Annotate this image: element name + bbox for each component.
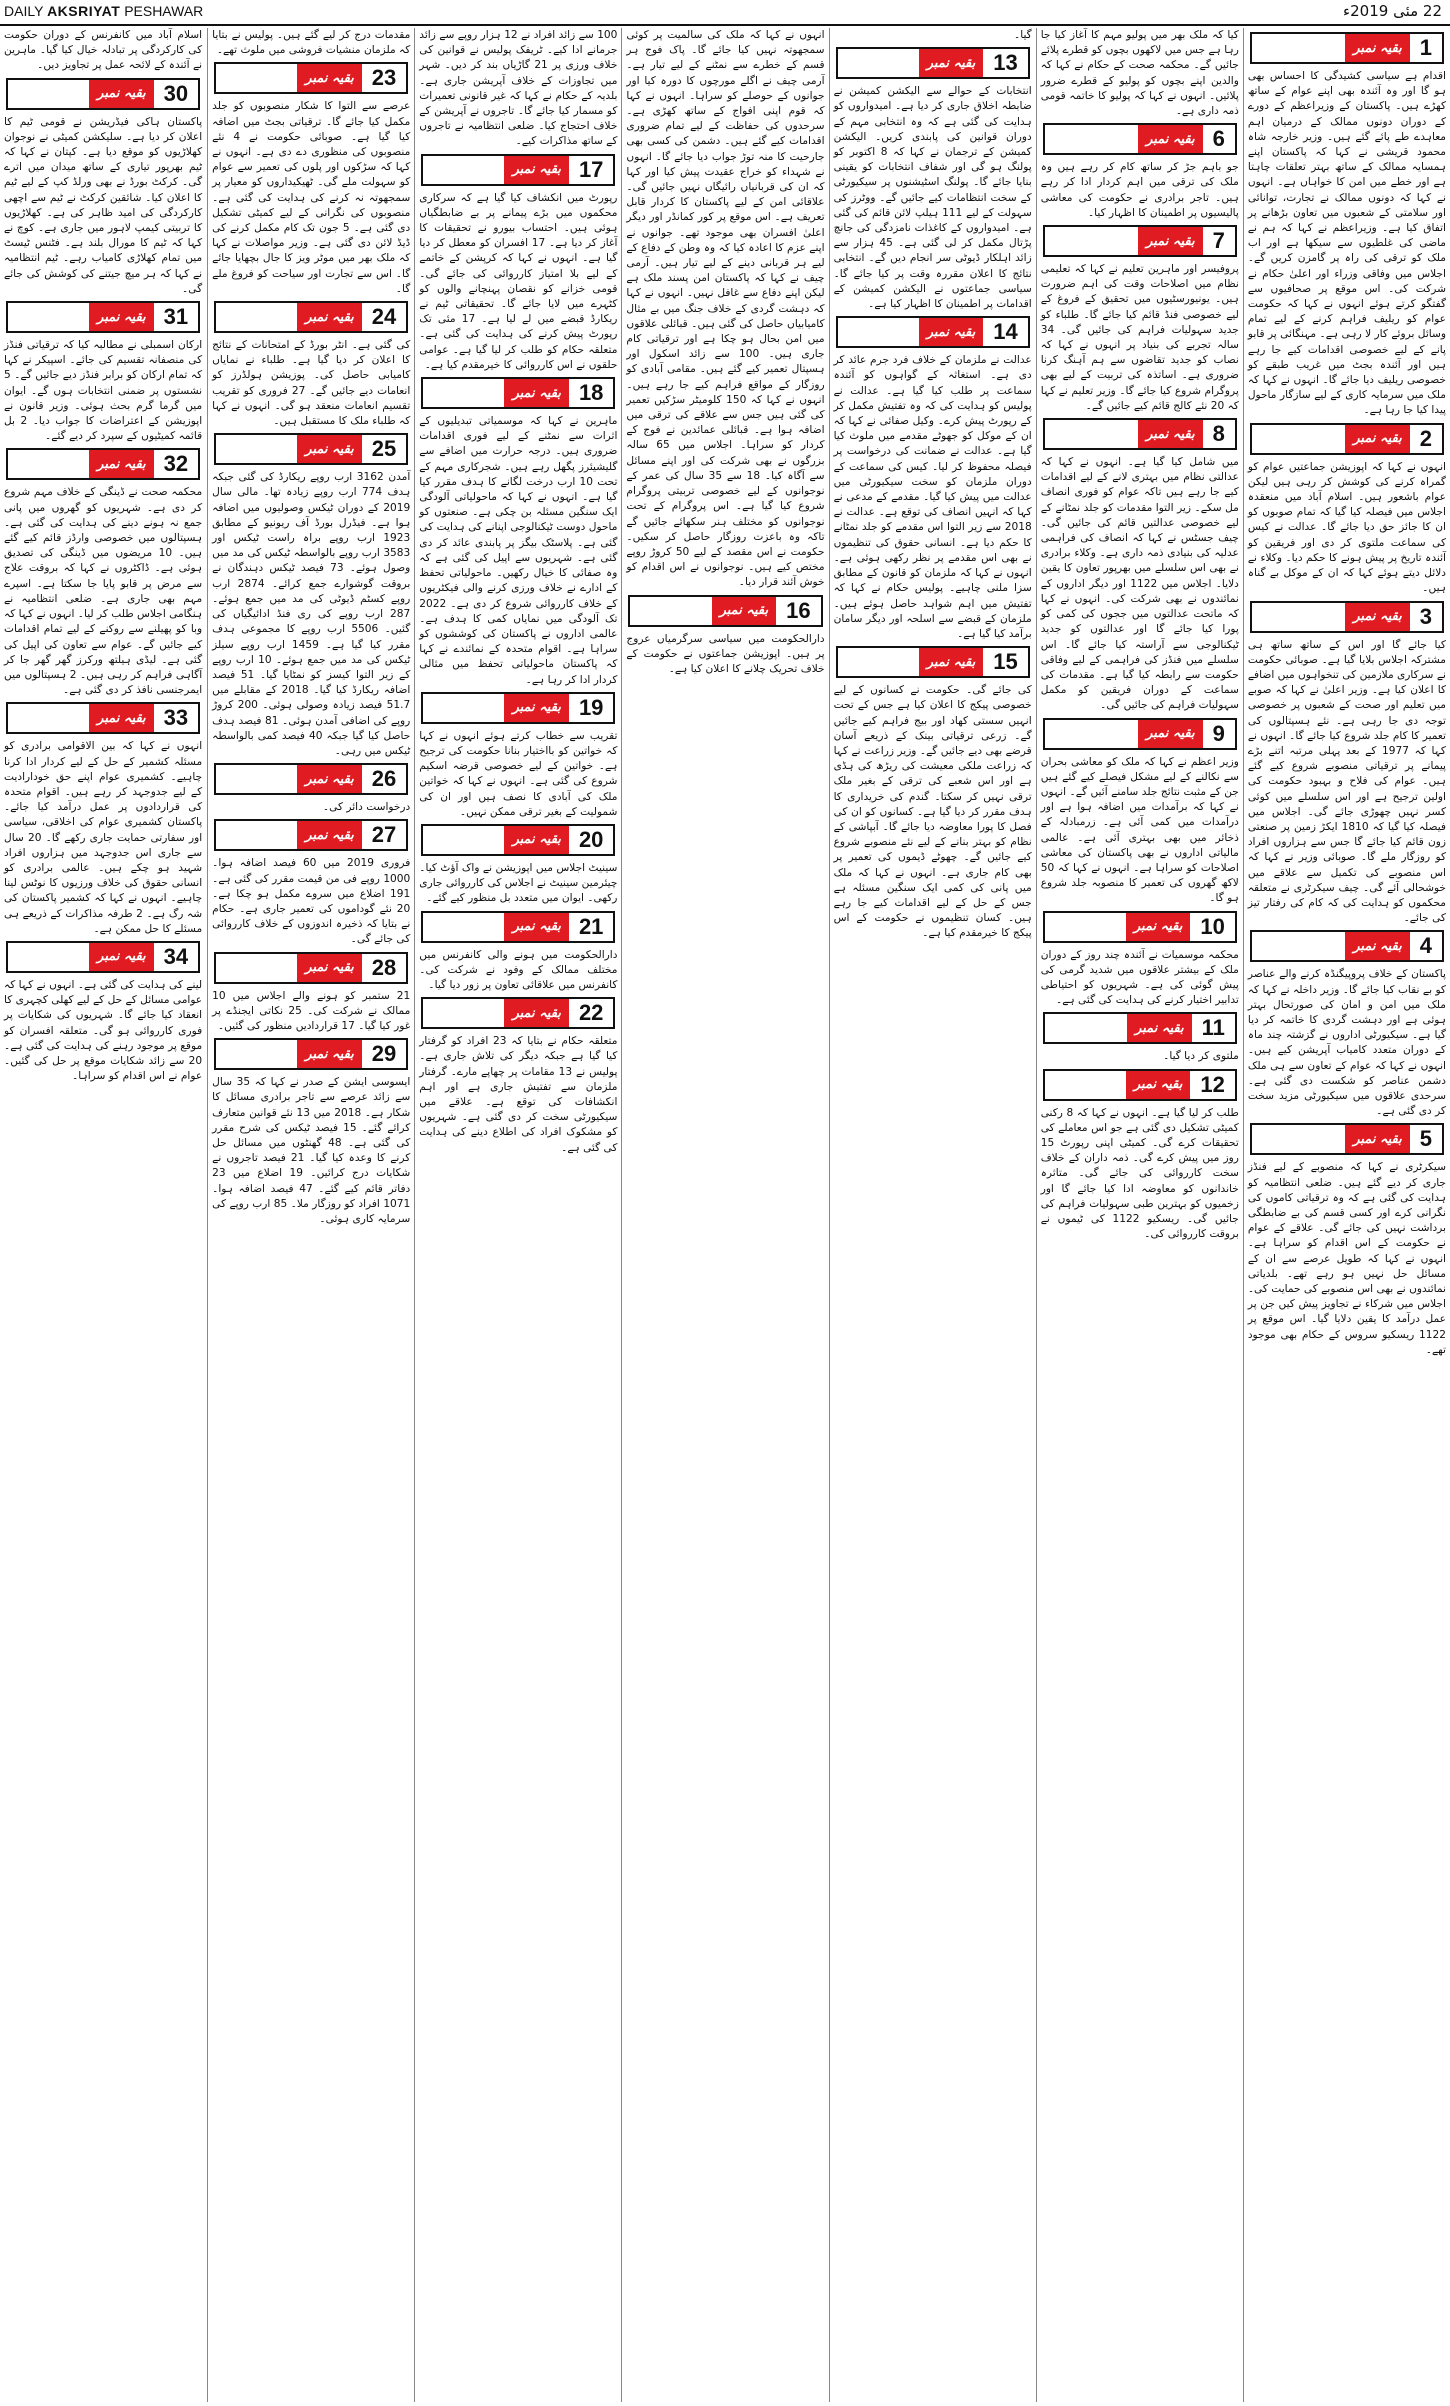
article-text: پاکستان کے خلاف پروپیگنڈہ کرنے والے عناصر کو بے نقاب کیا جائے گا۔ وزیر داخلہ نے کہا کہ ملک میں امن و امان کی صورتحال بہتر ہوئی ہے اور دہشت گردی کا خاتمہ کر دیا گیا ہے۔ سیکیورٹی اداروں نے گزشتہ چند ماہ کے دوران متعدد کامیاب آپریشن کیے ہیں۔ انہوں نے کہا کہ عوام کے تعاون سے ہی ملک دشمن عناصر کو شکست دی گئی ہے۔ سرحدی علاقوں میں سیکیورٹی مزید سخت کر دی گئی ہے۔ <box>1247 968 1446 1118</box>
continuation-label: بقیہ نمبر <box>504 826 569 854</box>
continuation-label: بقیہ نمبر <box>712 597 777 625</box>
continuation-number: 3 <box>1410 603 1442 631</box>
article-text: ایسوسی ایشن کے صدر نے کہا کہ 35 سال سے زائد عرصے سے تاجر برادری مسائل کا شکار ہے۔ 2018 میں 13 نئے قوانین متعارف کرائے گئے۔ 15 فیصد ٹیکس کی شرح مقرر کی گئی ہے۔ 48 گھنٹوں میں مسائل حل کرنے کا وعدہ کیا گیا۔ 21 فیصد تاجروں نے شکایات درج کرائیں۔ 19 اضلاع میں 23 دفاتر قائم کیے گئے۔ 47 فیصد اضافہ ہوا۔ 1071 افراد کو روزگار ملا۔ 85 ارب روپے کی سرمایہ کاری ہوئی۔ <box>212 1076 411 1225</box>
continuation-number: 4 <box>1410 932 1442 960</box>
continuation-label: بقیہ نمبر <box>89 303 154 331</box>
continuation-number: 30 <box>154 80 198 108</box>
article-text: 100 سے زائد افراد نے 12 ہزار روپے سے زائد جرمانے ادا کیے۔ ٹریفک پولیس نے قوانین کی خلاف ورزی پر 21 گاڑیاں بند کر دیں۔ شہر میں تجاوزات کے خلاف آپریشن جاری ہے۔ بلدیہ کے حکام نے کہا کہ غیر قانونی تعمیرات کو مسمار کیا جائے گا۔ تاجروں نے آپریشن کے خلاف احتجاج کیا۔ ضلعی انتظامیہ نے تاجروں کے ساتھ مذاکرات کیے۔ <box>419 29 618 148</box>
continuation-label: بقیہ نمبر <box>1127 1014 1192 1042</box>
continuation-badge <box>1043 1012 1237 1044</box>
continuation-label: بقیہ نمبر <box>504 913 569 941</box>
continuation-badge <box>1043 718 1237 750</box>
continuation-badge <box>1043 418 1237 450</box>
news-column <box>829 28 1036 2402</box>
continuation-badge <box>1250 32 1444 64</box>
continuation-badge <box>214 952 408 984</box>
continuation-label: بقیہ نمبر <box>919 648 984 676</box>
continuation-number: 18 <box>569 379 613 407</box>
continuation-badge <box>6 448 200 480</box>
continuation-label: بقیہ نمبر <box>1138 125 1203 153</box>
continuation-label: بقیہ نمبر <box>1345 425 1410 453</box>
continuation-number: 31 <box>154 303 198 331</box>
continuation-badge <box>1043 911 1237 943</box>
continuation-label: بقیہ نمبر <box>1126 1071 1191 1099</box>
continuation-badge <box>1250 601 1444 633</box>
continuation-number: 17 <box>569 156 613 184</box>
paper-title: AKSRIYAT <box>47 3 121 19</box>
article-text: درخواست دائر کی۔ <box>322 801 411 814</box>
article-text: سینیٹ اجلاس میں اپوزیشن نے واک آؤٹ کیا۔ چیئرمین سینیٹ نے اجلاس کی کارروائی جاری رکھی۔ ایوان میں متعدد بل منظور کیے گئے۔ <box>419 861 618 905</box>
continuation-label: بقیہ نمبر <box>297 821 362 849</box>
continuation-number: 9 <box>1203 720 1235 748</box>
continuation-number: 34 <box>154 943 198 971</box>
continuation-number: 2 <box>1410 425 1442 453</box>
continuation-badge <box>6 78 200 110</box>
continuation-badge <box>214 1038 408 1070</box>
continuation-number: 29 <box>362 1040 406 1068</box>
continuation-label: بقیہ نمبر <box>297 435 362 463</box>
continuation-label: بقیہ نمبر <box>89 943 154 971</box>
continuation-badge <box>421 692 615 724</box>
continuation-badge <box>421 911 615 943</box>
continuation-number: 16 <box>776 597 820 625</box>
news-column <box>414 28 621 2402</box>
continuation-badge <box>6 941 200 973</box>
article-text: عرصے سے التوا کا شکار منصوبوں کو جلد مکمل کیا جائے گا۔ ترقیاتی بجٹ میں اضافہ کیا گیا ہے۔ صوبائی حکومت نے 4 نئے منصوبوں کی منظوری دے دی ہے۔ انہوں نے کہا کہ سڑکوں اور پلوں کی تعمیر سے عوام کو سہولت ملے گی۔ ٹھیکیداروں کو معیار پر سمجھوتہ نہ کرنے کی ہدایت کی گئی ہے۔ منصوبوں کی نگرانی کے لیے کمیٹی تشکیل دی گئی ہے۔ 5 جون تک کام مکمل کرنے کی ڈیڈ لائن دی گئی ہے۔ وزیر مواصلات نے کہا کہ ملک بھر میں موٹر ویز کا جال بچھایا جائے گا۔ اس سے تجارت اور سیاحت کو فروغ ملے گا۔ <box>212 100 411 295</box>
continuation-number: 7 <box>1203 227 1235 255</box>
paper-city: PESHAWAR <box>124 3 204 19</box>
article-text: گیا۔ <box>1014 29 1032 41</box>
continuation-badge <box>421 824 615 856</box>
article-text: میں شامل کیا گیا ہے۔ انہوں نے کہا کہ عدالتی نظام میں بہتری لانے کے لیے اقدامات کیے جا رہے ہیں تاکہ عوام کو فوری انصاف مل سکے۔ زیر التوا مقدمات کو جلد نمٹانے کے لیے خصوصی عدالتیں قائم کی جائیں گی۔ چیف جسٹس نے کہا کہ انصاف کی فراہمی عدلیہ کی بنیادی ذمہ داری ہے۔ وکلاء برادری نے بھی اس سلسلے میں بھرپور تعاون کا یقین دلایا۔ اجلاس میں 1122 اور دیگر اداروں کے نمائندوں نے بھی شرکت کی۔ انہوں نے کہا کہ ماتحت عدالتوں میں ججوں کی کمی کو پورا کیا جائے گا اور عدالتوں کو جدید ٹیکنالوجی سے آراستہ کیا جائے گا۔ اس سلسلے میں فنڈز کی فراہمی کے لیے وفاقی حکومت سے رابطہ کیا گیا ہے۔ مقدمات کی سماعت کے دوران فریقین کو مکمل سہولیات فراہم کی جائیں گی۔ <box>1040 456 1239 712</box>
article-text: آمدن 3162 ارب روپے ریکارڈ کی گئی جبکہ ہدف 774 ارب روپے زیادہ تھا۔ مالی سال 2019 کے دوران ٹیکس وصولیوں میں اضافہ ہوا ہے۔ فیڈرل بورڈ آف ریونیو کے مطابق 1923 ارب روپے براہ راست ٹیکس اور 3583 ارب روپے بالواسطہ ٹیکس کی مد میں وصول ہوئے۔ 73 فیصد ٹیکس دہندگان نے بروقت گوشوارے جمع کرائے۔ 2874 ارب روپے کسٹم ڈیوٹی کی مد میں جمع ہوئے۔ 287 ارب روپے کی ری فنڈ ادائیگیاں کی گئیں۔ 5506 ارب روپے کا مجموعی ہدف مقرر کیا گیا ہے۔ 1459 ارب روپے سیلز ٹیکس کی مد میں جمع ہوئے۔ 10 ارب روپے کے زیر التوا کیسز کو نمٹایا گیا۔ 51 فیصد اضافہ ریکارڈ کیا گیا۔ 2018 کے مقابلے میں 51.7 فیصد زیادہ وصولی ہوئی۔ 200 کروڑ روپے کی اضافی آمدن ہوئی۔ 81 فیصد ہدف حاصل کیا گیا جبکہ 40 فیصد کمی بالواسطہ ٹیکس میں رہی۔ <box>212 471 411 757</box>
continuation-label: بقیہ نمبر <box>919 49 984 77</box>
continuation-label: بقیہ نمبر <box>297 765 362 793</box>
article-text: کیا کہ ملک بھر میں پولیو مہم کا آغاز کیا جا رہا ہے جس میں لاکھوں بچوں کو قطرے پلائے جائیں گے۔ محکمہ صحت کے حکام نے کہا کہ والدین اپنے بچوں کو پولیو کے قطرے ضرور پلائیں۔ انہوں نے کہا کہ پولیو کا خاتمہ قومی ذمہ داری ہے۔ <box>1040 29 1239 118</box>
continuation-badge <box>6 301 200 333</box>
continuation-badge <box>214 763 408 795</box>
continuation-badge <box>1250 930 1444 962</box>
article-text: وزیر اعظم نے کہا کہ ملک کو معاشی بحران سے نکالنے کے لیے مشکل فیصلے کیے گئے ہیں جن کے مثبت نتائج جلد سامنے آئیں گے۔ انہوں نے کہا کہ برآمدات میں اضافہ ہوا ہے اور درآمدات میں کمی آئی ہے۔ زرمبادلہ کے ذخائر میں بھی بہتری آئی ہے۔ عالمی مالیاتی اداروں نے بھی پاکستان کی معاشی اصلاحات کو سراہا ہے۔ انہوں نے کہا کہ 50 لاکھ گھروں کی تعمیر کا منصوبہ جلد شروع ہو گا۔ <box>1040 755 1239 905</box>
article-text: دارالحکومت میں ہونے والی کانفرنس میں مختلف ممالک کے وفود نے شرکت کی۔ کانفرنس میں علاقائی تعاون پر زور دیا گیا۔ <box>419 948 618 991</box>
continuation-number: 10 <box>1190 913 1234 941</box>
article-text: طلب کر لیا گیا ہے۔ انہوں نے کہا کہ 8 رکنی کمیٹی تشکیل دی گئی ہے جو اس معاملے کی تحقیقات کرے گی۔ کمیٹی اپنی رپورٹ 15 روز میں پیش کرے گی۔ ذمہ داران کے خلاف سخت کارروائی کی جائے گی۔ متاثرہ خاندانوں کو معاوضہ ادا کیا جائے گا اور زخمیوں کو بہترین طبی سہولیات فراہم کی جائیں گی۔ ریسکیو 1122 کی ٹیموں نے بروقت کارروائی کی۔ <box>1040 1106 1239 1241</box>
continuation-label: بقیہ نمبر <box>1345 34 1410 62</box>
article-text: پاکستان ہاکی فیڈریشن نے قومی ٹیم کا اعلان کر دیا ہے۔ سلیکشن کمیٹی نے نوجوان کھلاڑیوں کو موقع دیا ہے۔ کپتان نے کہا کہ ٹیم بھرپور تیاری کے ساتھ میدان میں اترے گی۔ کرکٹ بورڈ نے بھی ورلڈ کپ کے لیے ٹیم کا اعلان کیا۔ شائقین کرکٹ نے ٹیم سے اچھی کارکردگی کی امید ظاہر کی ہے۔ کھلاڑیوں کا تربیتی کیمپ لاہور میں جاری ہے۔ کوچ نے کہا کہ ٹیم کا مورال بلند ہے۔ فٹنس ٹیسٹ میں تمام کھلاڑی کامیاب رہے۔ ٹیم انتظامیہ نے کہا کہ ہر میچ جیتنے کی کوشش کی جائے گی۔ <box>4 115 203 295</box>
continuation-badge <box>421 997 615 1029</box>
continuation-label: بقیہ نمبر <box>297 954 362 982</box>
article-text: ملتوی کر دیا گیا۔ <box>1163 1050 1239 1063</box>
continuation-badge <box>214 819 408 851</box>
article-text: جو باہم جڑ کر ساتھ کام کر رہے ہیں وہ ملک کی ترقی میں اہم کردار ادا کر رہے ہیں۔ تاجر برادری نے حکومت کی معاشی پالیسیوں پر اطمینان کا اظہار کیا۔ <box>1040 161 1239 219</box>
continuation-number: 25 <box>362 435 406 463</box>
article-text: کیا جائے گا اور اس کے ساتھ ساتھ ہی مشترکہ اجلاس بلایا گیا ہے۔ صوبائی حکومت نے سرکاری ملازمین کی تنخواہوں میں اضافے کا اعلان کیا ہے۔ وزیر اعلیٰ نے کہا کہ صوبے میں تعلیم اور صحت کے شعبوں پر خصوصی توجہ دی جا رہی ہے۔ نئے ہسپتالوں کی تعمیر کا کام جلد شروع کیا جائے گا۔ انہوں نے کہا کہ 1977 کے بعد پہلی مرتبہ اتنے بڑے پیمانے پر ترقیاتی منصوبے شروع کیے گئے ہیں۔ عوام کی فلاح و بہبود حکومت کی اولین ترجیح ہے اور اس سلسلے میں کوئی کسر نہیں چھوڑی جائے گی۔ اجلاس میں فیصلہ کیا گیا کہ 1810 ایکڑ زمین پر صنعتی زون قائم کیا جائے گا جس سے ہزاروں افراد کو روزگار ملے گا۔ صوبائی وزیر نے کہا کہ اس منصوبے کی تکمیل سے علاقے میں خوشحالی آئے گی۔ چیف سیکرٹری نے متعلقہ محکموں کو ہدایت کی کہ کام کی رفتار تیز کی جائے۔ <box>1247 638 1446 925</box>
continuation-label: بقیہ نمبر <box>1345 932 1410 960</box>
continuation-number: 12 <box>1190 1071 1234 1099</box>
continuation-label: بقیہ نمبر <box>919 318 984 346</box>
masthead <box>0 0 1450 26</box>
continuation-label: بقیہ نمبر <box>504 156 569 184</box>
continuation-number: 21 <box>569 913 613 941</box>
continuation-badge <box>628 595 822 627</box>
article-text: محکمہ صحت نے ڈینگی کے خلاف مہم شروع کر دی ہے۔ شہریوں کو گھروں میں پانی جمع نہ ہونے دینے کی ہدایت کی گئی ہے۔ ہسپتالوں میں خصوصی وارڈز قائم کیے گئے ہیں۔ 10 مریضوں میں ڈینگی کی تصدیق ہوئی ہے۔ ڈاکٹروں نے کہا کہ بروقت علاج سے مرض پر قابو پایا جا سکتا ہے۔ اسپرے مہم بھی جاری ہے۔ ضلعی انتظامیہ نے ہنگامی اجلاس طلب کر لیا۔ انہوں نے کہا کہ وبا کو پھیلنے سے روکنے کے لیے تمام اقدامات کیے جائیں گے۔ عوام سے تعاون کی اپیل کی گئی ہے۔ لیڈی ہیلتھ ورکرز گھر گھر جا کر آگاہی فراہم کر رہی ہیں۔ 2 ہسپتالوں میں ایمرجنسی نافذ کر دی گئی ہے۔ <box>4 486 203 697</box>
article-text: پروفیسر اور ماہرین تعلیم نے کہا کہ تعلیمی نظام میں اصلاحات وقت کی اہم ضرورت ہیں۔ یونیورسٹیوں میں تحقیق کے فروغ کے لیے خصوصی فنڈ قائم کیا جائے گا۔ طلباء کو جدید سہولیات فراہم کی جائیں گی۔ 34 سالہ تجربے کی بنیاد پر انہوں نے کہا کہ نصاب کو جدید تقاضوں سے ہم آہنگ کرنا ضروری ہے۔ اساتذہ کی تربیت کے لیے بھی پروگرام شروع کیا جائے گا۔ وزیر تعلیم نے کہا کہ 20 نئے کالج قائم کیے جائیں گے۔ <box>1040 263 1239 412</box>
continuation-label: بقیہ نمبر <box>89 80 154 108</box>
continuation-label: بقیہ نمبر <box>297 1040 362 1068</box>
continuation-number: 15 <box>983 648 1027 676</box>
continuation-label: بقیہ نمبر <box>89 704 154 732</box>
news-column <box>1243 28 1450 2402</box>
article-text: تقریب سے خطاب کرتے ہوئے انہوں نے کہا کہ خواتین کو بااختیار بنانا حکومت کی ترجیح ہے۔ خواتین کے لیے خصوصی قرضہ اسکیم شروع کی گئی ہے۔ انہوں نے کہا کہ خواتین ملک کی آبادی کا نصف ہیں اور ان کی شمولیت کے بغیر ترقی ممکن نہیں۔ <box>419 729 618 818</box>
article-text: فروری 2019 میں 60 فیصد اضافہ ہوا۔ 1000 روپے فی من قیمت مقرر کی گئی ہے۔ 191 اضلاع میں سروے مکمل ہو چکا ہے۔ 20 نئے گوداموں کی تعمیر جاری ہے۔ حکام نے بتایا کہ ذخیرہ اندوزوں کے خلاف کارروائی کی جائے گی۔ <box>212 857 411 946</box>
continuation-badge <box>836 47 1030 79</box>
continuation-number: 8 <box>1203 420 1235 448</box>
article-text: انتخابات کے حوالے سے الیکشن کمیشن نے ضابطہ اخلاق جاری کر دیا ہے۔ امیدواروں کو ہدایت کی گئی ہے کہ وہ انتخابی مہم کے دوران قوانین کی پابندی کریں۔ الیکشن کمیشن کے ترجمان نے کہا کہ 8 اکتوبر کو پولنگ ہو گی اور شفاف انتخابات کو یقینی بنایا جائے گا۔ پولنگ اسٹیشنوں پر سیکیورٹی کے سخت انتظامات کیے جائیں گے۔ ووٹرز کی سہولت کے لیے 111 ہیلپ لائن قائم کی گئی ہے۔ امیدواروں کے کاغذات نامزدگی کی جانچ پڑتال مکمل کر لی گئی ہے۔ 45 ہزار سے زائد اہلکار ڈیوٹی سر انجام دیں گے۔ انتخابی نتائج کا اعلان مقررہ وقت پر کیا جائے گا۔ سیاسی جماعتوں نے الیکشن کمیشن کے اقدامات پر اطمینان کا اظہار کیا ہے۔ <box>833 85 1032 311</box>
continuation-label: بقیہ نمبر <box>89 450 154 478</box>
news-column <box>1036 28 1243 2402</box>
news-column <box>0 28 206 2402</box>
continuation-number: 1 <box>1410 34 1442 62</box>
article-text: ماہرین نے کہا کہ موسمیاتی تبدیلیوں کے اثرات سے نمٹنے کے لیے فوری اقدامات ضروری ہیں۔ درجہ حرارت میں اضافے سے گلیشیئرز پگھل رہے ہیں۔ شجرکاری مہم کے تحت 10 ارب درخت لگانے کا ہدف مقرر کیا گیا ہے۔ انہوں نے کہا کہ ماحولیاتی آلودگی ایک سنگین مسئلہ بن چکی ہے۔ صنعتوں کو ماحول دوست ٹیکنالوجی اپنانے کی ہدایت کی گئی ہے۔ پلاسٹک بیگز پر پابندی عائد کر دی گئی ہے۔ شہریوں سے اپیل کی گئی ہے کہ وہ صفائی کا خیال رکھیں۔ ماحولیاتی تحفظ کے ادارے نے خلاف ورزی کرنے والی فیکٹریوں کے خلاف کارروائی شروع کر دی ہے۔ 2022 تک آلودگی میں نمایاں کمی کا ہدف ہے۔ عالمی اداروں نے پاکستان کی کوششوں کو سراہا ہے۔ اقوام متحدہ کے نمائندے نے کہا کہ پاکستان ماحولیاتی تحفظ میں مثالی کردار ادا کر رہا ہے۔ <box>419 415 618 686</box>
continuation-label: بقیہ نمبر <box>1138 227 1203 255</box>
continuation-badge <box>1043 1069 1237 1101</box>
continuation-number: 20 <box>569 826 613 854</box>
continuation-label: بقیہ نمبر <box>504 694 569 722</box>
continuation-label: بقیہ نمبر <box>1345 1125 1410 1153</box>
continuation-badge <box>421 154 615 186</box>
article-text: محکمہ موسمیات نے آئندہ چند روز کے دوران ملک کے بیشتر علاقوں میں شدید گرمی کی پیش گوئی کی ہے۔ شہریوں کو احتیاطی تدابیر اختیار کرنے کی ہدایت کی گئی ہے۔ <box>1040 948 1239 1007</box>
continuation-label: بقیہ نمبر <box>297 303 362 331</box>
article-text: لینے کی ہدایت کی گئی ہے۔ انہوں نے کہا کہ عوامی مسائل کے حل کے لیے کھلی کچہری کا انعقاد کیا جائے گا۔ شہریوں کی شکایات پر فوری کارروائی ہو گی۔ متعلقہ افسران کو موقع پر موجود رہنے کی ہدایت کی گئی ہے۔ 20 سے زائد شکایات موقع پر حل کی گئیں۔ عوام نے اس اقدام کو سراہا۔ <box>4 978 203 1083</box>
article-text: متعلقہ حکام نے بتایا کہ 23 افراد کو گرفتار کیا گیا ہے جبکہ دیگر کی تلاش جاری ہے۔ پولیس نے 13 مقامات پر چھاپے مارے۔ گرفتار ملزمان سے تفتیش جاری ہے اور اہم انکشافات کی توقع ہے۔ علاقے میں سیکیورٹی سخت کر دی گئی ہے۔ شہریوں کو مشکوک افراد کی اطلاع دینے کی ہدایت کی گئی ہے۔ <box>419 1035 618 1154</box>
continuation-number: 23 <box>362 64 406 92</box>
continuation-badge <box>214 433 408 465</box>
continuation-badge <box>214 301 408 333</box>
article-text: انہوں نے کہا کہ اپوزیشن جماعتیں عوام کو گمراہ کرنے کی کوشش کر رہی ہیں لیکن عوام باشعور ہیں۔ اسلام آباد میں منعقدہ اجلاس میں فیصلہ کیا گیا کہ تمام صوبوں کو ان کا جائز حق دیا جائے گا۔ عدالت نے کیس کی سماعت ملتوی کر دی اور فریقین کو آئندہ تاریخ پر پیش ہونے کا حکم دیا۔ وکلاء نے دلائل دیتے ہوئے کہا کہ ان کے موکل بے گناہ ہیں۔ <box>1247 460 1446 595</box>
article-text: مقدمات درج کر لیے گئے ہیں۔ پولیس نے بتایا کہ ملزمان منشیات فروشی میں ملوث تھے۔ <box>212 29 411 57</box>
continuation-label: بقیہ نمبر <box>1138 420 1203 448</box>
continuation-badge <box>836 316 1030 348</box>
continuation-badge <box>836 646 1030 678</box>
continuation-label: بقیہ نمبر <box>297 64 362 92</box>
continuation-number: 26 <box>362 765 406 793</box>
continuation-badge <box>1250 1123 1444 1155</box>
continuation-number: 19 <box>569 694 613 722</box>
paper-name <box>4 3 203 19</box>
continuation-badge <box>1043 123 1237 155</box>
article-text: اسلام آباد میں کانفرنس کے دوران حکومت کی کارکردگی پر تبادلہ خیال کیا گیا۔ ماہرین نے آئندہ کے لائحہ عمل پر تجاویز دیں۔ <box>4 29 203 72</box>
continuation-label: بقیہ نمبر <box>504 999 569 1027</box>
continuation-number: 28 <box>362 954 406 982</box>
article-text: دارالحکومت میں سیاسی سرگرمیاں عروج پر ہیں۔ اپوزیشن جماعتوں نے حکومت کے خلاف تحریک چلانے کا اعلان کیا ہے۔ <box>626 632 825 675</box>
continuation-label: بقیہ نمبر <box>504 379 569 407</box>
article-text: رپورٹ میں انکشاف کیا گیا ہے کہ سرکاری محکموں میں بڑے پیمانے پر بے ضابطگیاں ہوئی ہیں۔ احتساب بیورو نے تحقیقات کا آغاز کر دیا ہے۔ 17 افسران کو معطل کر دیا گیا ہے۔ انہوں نے کہا کہ کرپشن کے خاتمے کے لیے بلا امتیاز کارروائی کی جائے گی۔ قومی خزانے کو نقصان پہنچانے والوں کو کٹہرے میں لایا جائے گا۔ تحقیقاتی ٹیم نے ریکارڈ قبضے میں لے لیا ہے۔ 17 مئی تک رپورٹ پیش کرنے کی ہدایت کی گئی ہے۔ متعلقہ حکام کو طلب کر لیا گیا ہے۔ عوامی حلقوں نے اس کارروائی کا خیرمقدم کیا ہے۔ <box>419 191 618 371</box>
article-text: ارکان اسمبلی نے مطالبہ کیا کہ ترقیاتی فنڈز کی منصفانہ تقسیم کی جائے۔ اسپیکر نے کہا کہ تمام ارکان کو برابر فنڈز دیے جائیں گے۔ 5 نشستوں پر ضمنی انتخابات ہوں گے۔ ایوان میں گرما گرم بحث ہوئی۔ وزیر قانون نے اپوزیشن کے اعتراضات کا جواب دیا۔ 2 بل قائمہ کمیٹیوں کے سپرد کر دیے گئے۔ <box>4 339 203 443</box>
continuation-number: 13 <box>983 49 1027 77</box>
continuation-number: 33 <box>154 704 198 732</box>
continuation-label: بقیہ نمبر <box>1138 720 1203 748</box>
continuation-number: 27 <box>362 821 406 849</box>
continuation-badge <box>1250 423 1444 455</box>
continuation-badge <box>1043 225 1237 257</box>
continuation-number: 5 <box>1410 1125 1442 1153</box>
continuation-number: 6 <box>1203 125 1235 153</box>
news-column <box>621 28 828 2402</box>
news-column <box>207 28 414 2402</box>
continuation-number: 24 <box>362 303 406 331</box>
article-text: اقدام ہے سیاسی کشیدگی کا احساس بھی ہو گا اور وہ آئندہ بھی اپنے عوام کے ساتھ کھڑے ہیں۔ پاکستان کے وزیراعظم کے دورے کے دوران دونوں ممالک کے درمیان اہم معاہدے طے پائے گئے ہیں۔ وزیر خارجہ شاہ محمود قریشی نے کہا کہ پاکستان اپنے ہمسایہ ممالک کے ساتھ بہتر تعلقات چاہتا ہے اور خطے میں امن کا خواہاں ہے۔ انہوں نے کہا کہ دونوں ممالک نے تجارت، توانائی اور سلامتی کے شعبوں میں تعاون بڑھانے پر اتفاق کیا ہے۔ وزیراعظم نے کہا کہ ہم نے ماضی کی غلطیوں سے سیکھا ہے اور اب ملک کو ترقی کی راہ پر گامزن کریں گے۔ اجلاس میں وفاقی وزراء اور اعلیٰ حکام نے شرکت کی۔ اس موقع پر صحافیوں سے گفتگو کرتے ہوئے انہوں نے کہا کہ حکومت عوام کو ریلیف فراہم کرنے کے لیے تمام وسائل بروئے کار لا رہی ہے۔ مہنگائی پر قابو پانے کے لیے خصوصی اقدامات کیے جا رہے ہیں اور آئندہ بجٹ میں غریب طبقے کو خصوصی ریلیف دیا جائے گا۔ انہوں نے کہا کہ ملک میں سرمایہ کاری کے لیے سازگار ماحول پیدا کیا جا رہا ہے۔ <box>1247 70 1446 417</box>
article-text: کی گئی ہے۔ انٹر بورڈ کے امتحانات کے نتائج کا اعلان کر دیا گیا ہے۔ طلباء نے نمایاں کامیابی حاصل کی۔ پوزیشن ہولڈرز کو انعامات دیے جائیں گے۔ 27 فروری کو تقریب تقسیم انعامات منعقد ہو گی۔ انہوں نے کہا کہ طلباء ملک کا مستقبل ہیں۔ <box>212 339 411 428</box>
columns-area <box>0 28 1450 2402</box>
continuation-badge <box>421 377 615 409</box>
continuation-label: بقیہ نمبر <box>1345 603 1410 631</box>
continuation-badge <box>6 702 200 734</box>
continuation-number: 32 <box>154 450 198 478</box>
continuation-label: بقیہ نمبر <box>1126 913 1191 941</box>
continuation-number: 11 <box>1192 1014 1235 1042</box>
continuation-number: 22 <box>569 999 613 1027</box>
article-text: سیکرٹری نے کہا کہ منصوبے کے لیے فنڈز جاری کر دیے گئے ہیں۔ ضلعی انتظامیہ کو ہدایت کی گئی ہے کہ وہ ترقیاتی کاموں کی نگرانی کرے اور کسی قسم کی بے ضابطگی برداشت نہیں کی جائے گی۔ علاقے کے عوام نے حکومت کے اس اقدام کو سراہا ہے۔ انہوں نے کہا کہ طویل عرصے سے ان کے مسائل حل نہیں ہو رہے تھے۔ بلدیاتی نمائندوں نے بھی اس منصوبے کی حمایت کی۔ اجلاس میں شرکاء نے تجاویز پیش کیں جن پر عمل درآمد کا یقین دلایا گیا۔ اس موقع پر 1122 ریسکیو سروس کے حکام بھی موجود تھے۔ <box>1247 1161 1446 1356</box>
article-text: انہوں نے کہا کہ ملک کی سالمیت پر کوئی سمجھوتہ نہیں کیا جائے گا۔ پاک فوج ہر قسم کے خطرے سے نمٹنے کے لیے تیار ہے۔ آرمی چیف نے اگلے مورچوں کا دورہ کیا اور جوانوں کے حوصلے کو سراہا۔ انہوں نے کہا کہ قوم اپنی افواج کے ساتھ کھڑی ہے۔ سرحدوں کی حفاظت کے لیے تمام ضروری اقدامات کیے گئے ہیں۔ دشمن کی کسی بھی جارحیت کا منہ توڑ جواب دیا جائے گا۔ انہوں نے شہداء کو خراج عقیدت پیش کیا اور کہا کہ ان کی قربانیاں رائیگاں نہیں جائیں گی۔ علاقائی امن کے لیے پاکستان کا کردار قابل تعریف ہے۔ اس موقع پر کور کمانڈر اور دیگر اعلیٰ افسران بھی موجود تھے۔ جوانوں نے اپنے عزم کا اعادہ کیا کہ وہ وطن کے دفاع کے لیے ہر قربانی دینے کے لیے تیار ہیں۔ آرمی چیف نے کہا کہ پاکستان امن پسند ملک ہے لیکن اپنے دفاع سے غافل نہیں۔ انہوں نے کہا کہ دہشت گردی کے خلاف جنگ میں بے مثال کامیابیاں حاصل کی گئی ہیں۔ قبائلی علاقوں میں امن بحال ہو چکا ہے اور ترقیاتی کام جاری ہیں۔ 100 سے زائد اسکول اور ہسپتال تعمیر کیے گئے ہیں۔ مقامی آبادی کو روزگار کے مواقع فراہم کیے جا رہے ہیں۔ انہوں نے کہا کہ 150 کلومیٹر سڑکیں تعمیر کی گئی ہیں جس سے علاقے کی ترقی میں اضافہ ہوا ہے۔ قبائلی عمائدین نے فوج کے کردار کو سراہا۔ اجلاس میں 65 سالہ بزرگوں نے بھی شرکت کی اور اپنے مسائل سے آگاہ کیا۔ 18 سے 35 سال کی عمر کے نوجوانوں کے لیے خصوصی تربیتی پروگرام شروع کیا گیا ہے۔ اس پروگرام کے تحت نوجوانوں کو مختلف ہنر سکھائے جائیں گے تاکہ وہ باعزت روزگار حاصل کر سکیں۔ حکومت نے اس مقصد کے لیے 50 کروڑ روپے مختص کیے ہیں۔ نوجوانوں نے اس اقدام کو خوش آئند قرار دیا۔ <box>626 29 825 589</box>
article-text: کی جائے گی۔ حکومت نے کسانوں کے لیے خصوصی پیکج کا اعلان کیا ہے جس کے تحت انہیں سستی کھاد اور بیج فراہم کیے جائیں گے۔ زرعی ترقیاتی بینک کے ذریعے آسان قرضے بھی دیے جائیں گے۔ وزیر زراعت نے کہا کہ زراعت ملکی معیشت کی ریڑھ کی ہڈی ہے اور اس شعبے کی ترقی کے بغیر ملک ترقی نہیں کر سکتا۔ گندم کی خریداری کا ہدف مقرر کر دیا گیا ہے۔ کسانوں کو ان کی فصل کا پورا معاوضہ دیا جائے گا۔ آبپاشی کے نظام کو بہتر بنانے کے لیے نئے منصوبے شروع کیے جائیں گے۔ چھوٹے ڈیموں کی تعمیر پر بھی کام جاری ہے۔ انہوں نے کہا کہ ملک میں پانی کی کمی ایک سنگین مسئلہ ہے جس کے حل کے لیے اقدامات کیے جا رہے ہیں۔ کسان تنظیموں نے حکومت کے اس پیکج کا خیرمقدم کیا ہے۔ <box>833 684 1032 940</box>
paper-prefix: DAILY <box>4 3 44 19</box>
article-text: عدالت نے ملزمان کے خلاف فرد جرم عائد کر دی ہے۔ استغاثہ کے گواہوں کو آئندہ سماعت پر طلب کیا گیا ہے۔ عدالت نے پولیس کو ہدایت کی کہ وہ تفتیش مکمل کر کے رپورٹ پیش کرے۔ وکیل صفائی نے کہا کہ ان کے موکل کو جھوٹے مقدمے میں ملوث کیا گیا ہے۔ عدالت نے ضمانت کی درخواست پر فیصلہ محفوظ کر لیا۔ کیس کی سماعت کے دوران ملزمان کو سخت سیکیورٹی میں عدالت میں پیش کیا گیا۔ مقدمے کے مدعی نے کہا کہ انہیں انصاف کی توقع ہے۔ عدالت نے 2018 سے زیر التوا اس مقدمے کو جلد نمٹانے کا حکم دیا ہے۔ انسانی حقوق کی تنظیموں نے بھی اس مقدمے پر نظر رکھی ہوئی ہے۔ انہوں نے کہا کہ ملزمان کو قانون کے مطابق سزا ملنی چاہیے۔ پولیس حکام نے کہا کہ تفتیش میں اہم شواہد حاصل ہوئے ہیں۔ ملزمان کے قبضے سے اسلحہ اور دیگر سامان برآمد کیا گیا ہے۔ <box>833 354 1032 640</box>
issue-date: 22 مئی 2019ء <box>1343 2 1442 20</box>
article-text: 21 ستمبر کو ہونے والے اجلاس میں 10 ممالک نے شرکت کی۔ 25 نکاتی ایجنڈے پر غور کیا گیا۔ 17 قراردادیں منظور کی گئیں۔ <box>212 989 411 1032</box>
continuation-number: 14 <box>983 318 1027 346</box>
continuation-badge <box>214 62 408 94</box>
article-text: انہوں نے کہا کہ بین الاقوامی برادری کو مسئلہ کشمیر کے حل کے لیے کردار ادا کرنا چاہیے۔ کشمیری عوام اپنے حق خودارادیت کے لیے جدوجہد کر رہے ہیں۔ اقوام متحدہ کی قراردادوں پر عمل درآمد کیا جائے۔ پاکستان کشمیری عوام کی اخلاقی، سیاسی اور سفارتی حمایت جاری رکھے گا۔ 20 سال سے جاری اس جدوجہد میں ہزاروں افراد شہید ہو چکے ہیں۔ عالمی برادری کو انسانی حقوق کی خلاف ورزیوں کا نوٹس لینا چاہیے۔ انہوں نے کہا کہ کشمیر پاکستان کی شہ رگ ہے۔ 2 طرفہ مذاکرات کے ذریعے ہی مسئلے کا حل ممکن ہے۔ <box>4 740 203 935</box>
